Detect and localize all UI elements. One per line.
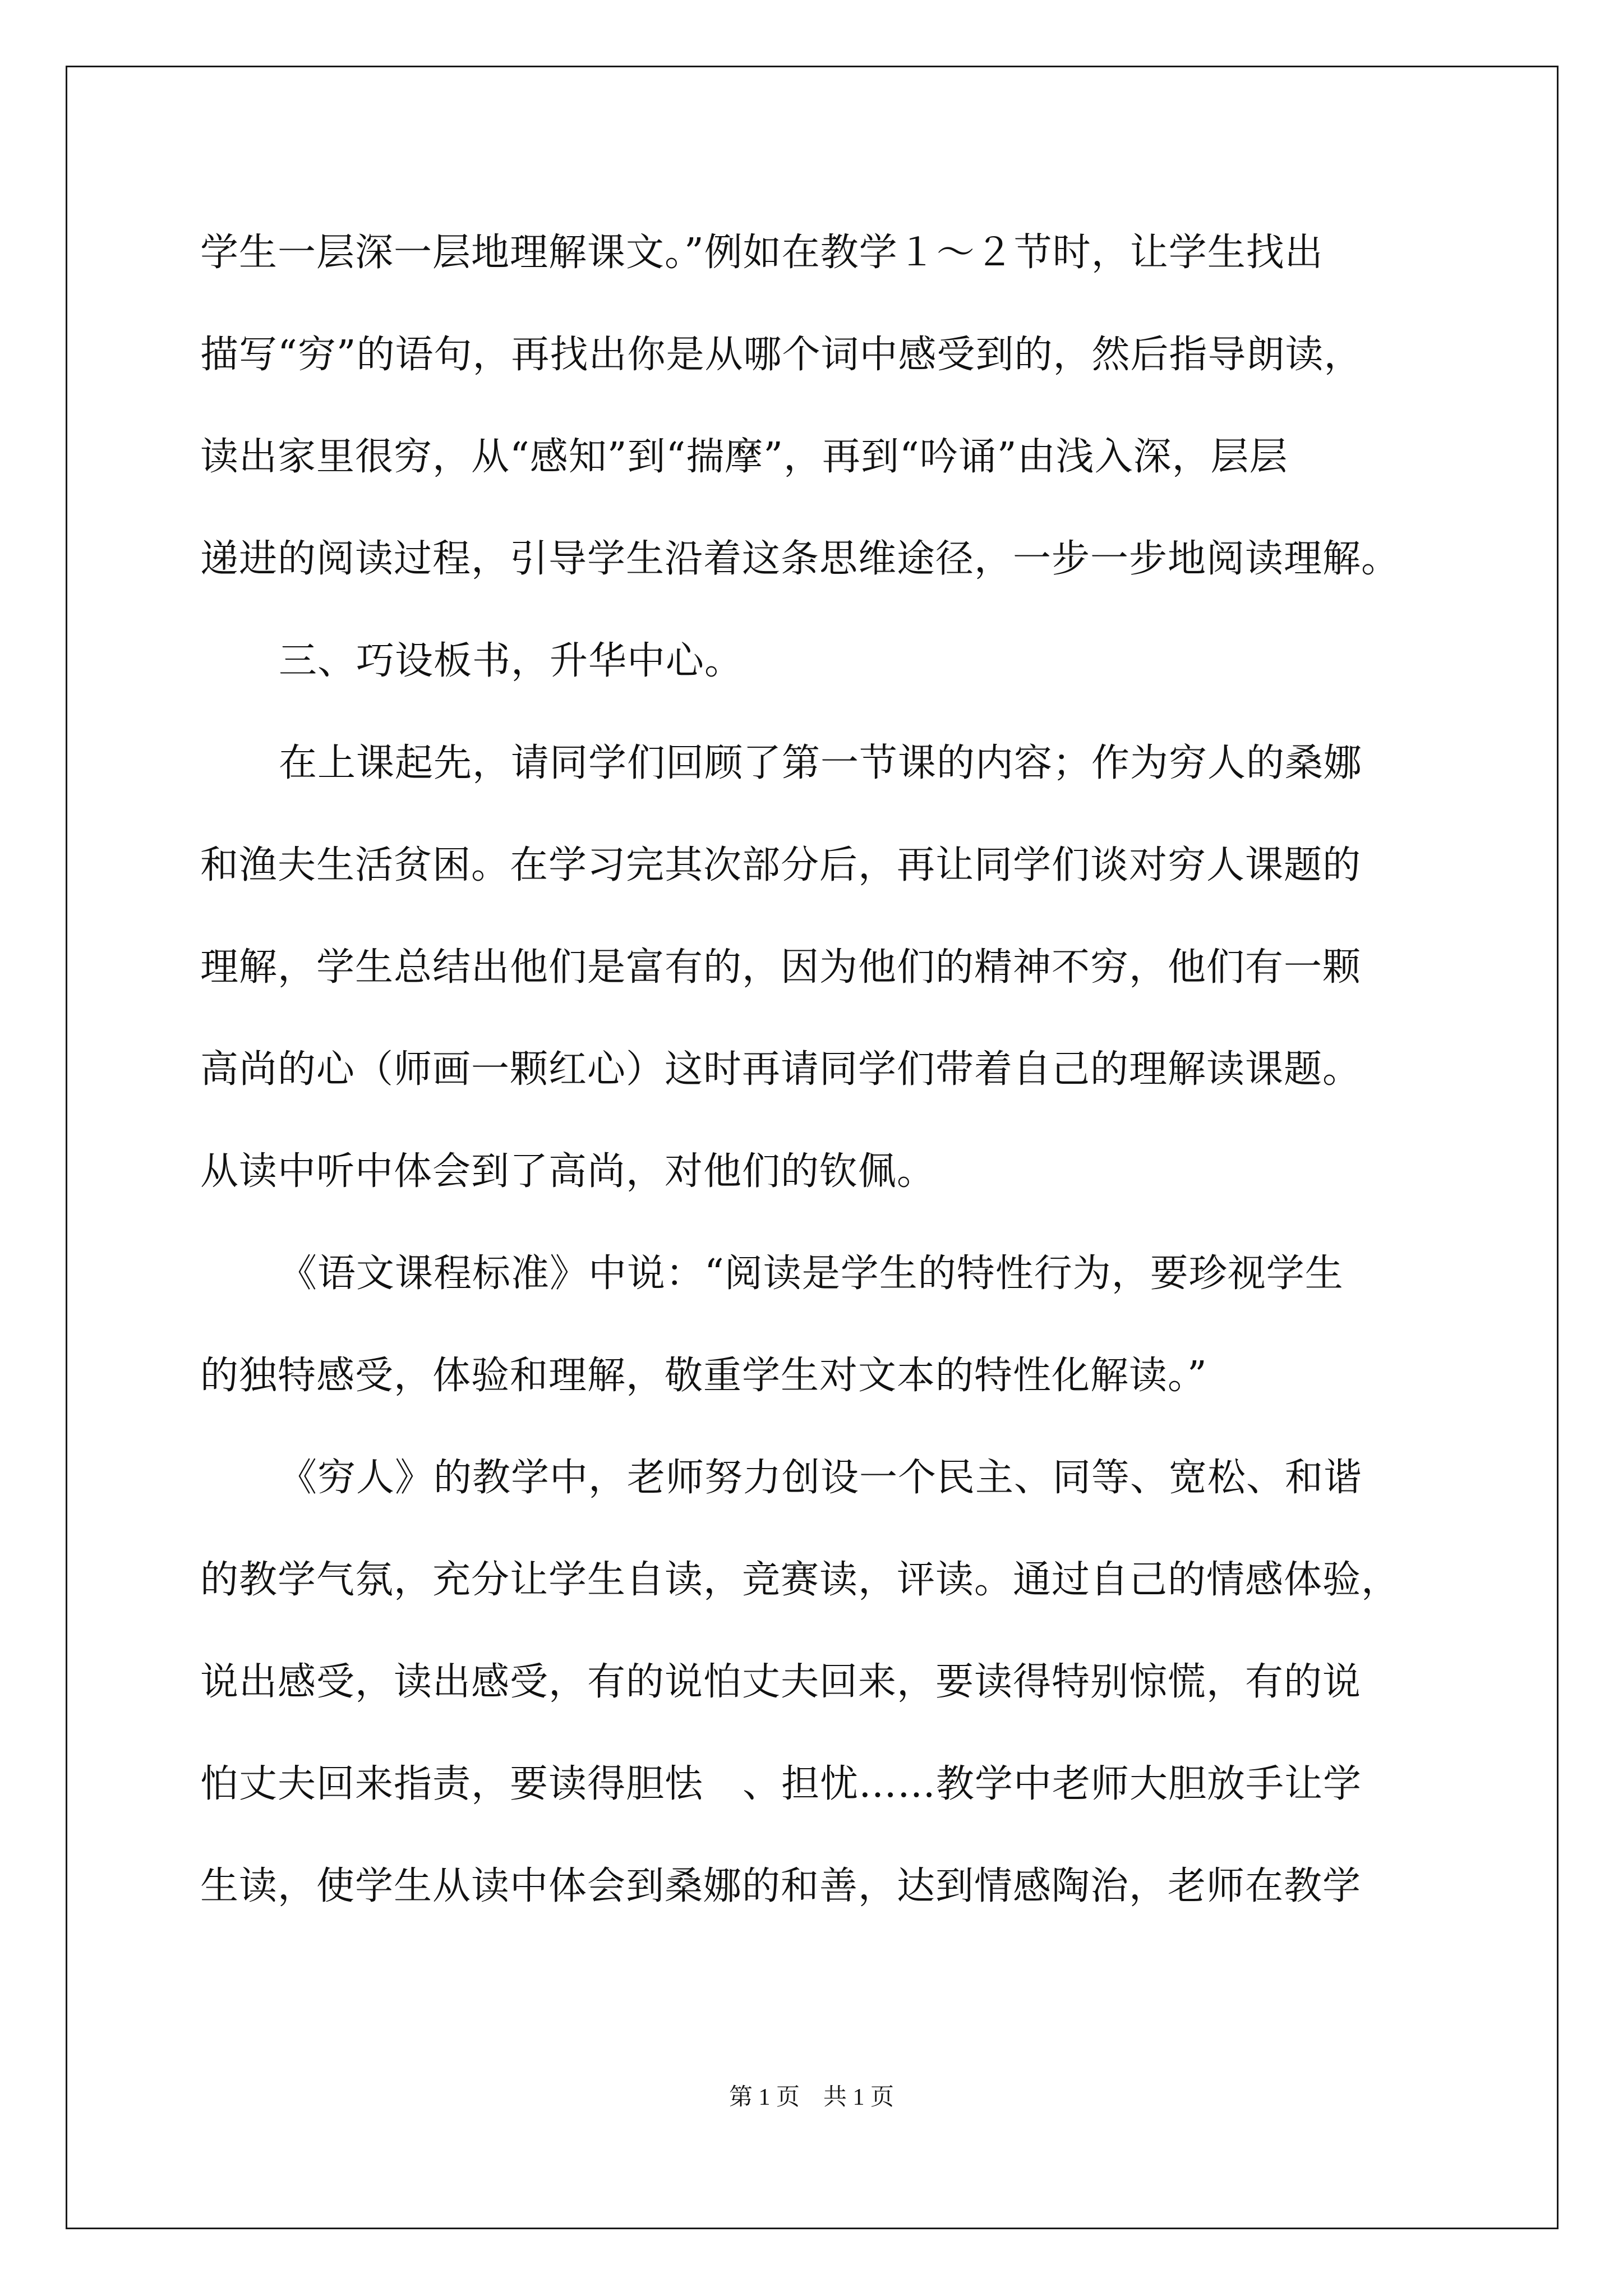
document-body <box>200 202 1434 1938</box>
text-line: 生读，使学生从读中体会到桑娜的和善，达到情感陶治，老师在教学 <box>200 1864 1362 1908</box>
text-line: 说出感受，读出感受，有的说怕丈夫回来，要读得特别惊慌，有的说 <box>200 1660 1362 1704</box>
text-line: 学生一层深一层地理解课文。”例如在教学１～２节时，让学生找出 <box>200 231 1324 275</box>
text-line: 描写“穷”的语句，再找出你是从哪个词中感受到的，然后指导朗读， <box>200 333 1363 377</box>
paragraph-start-line: 《穷人》的教学中，老师努力创设一个民主、同等、宽松、和谐 <box>279 1456 1363 1500</box>
page-number-footer: 第 1 页 共 1 页 <box>728 2085 894 2110</box>
text-segment: 怕丈夫回来指责，要读得胆怯 <box>200 1762 704 1806</box>
paragraph-start-line: 在上课起先，请同学们回顾了第一节课的内容；作为穷人的桑娜 <box>279 741 1363 785</box>
text-line: 递进的阅读过程，引导学生沿着这条思维途径，一步一步地阅读理解。 <box>200 537 1400 581</box>
text-line <box>200 1733 1434 1835</box>
text-segment: 、担忧……教学中老师大胆放手让学 <box>743 1762 1362 1806</box>
text-line: 和渔夫生活贫困。在学习完其次部分后，再让同学们谈对穷人课题的 <box>200 843 1362 887</box>
text-line: 理解，学生总结出他们是富有的，因为他们的精神不穷，他们有一颗 <box>200 945 1362 990</box>
paragraph-start-line: 《语文课程标准》中说：“阅读是学生的特性行为，要珍视学生 <box>279 1251 1344 1296</box>
text-line: 读出家里很穷，从“感知”到“揣摩”，再到“吟诵”由浅入深，层层 <box>200 435 1288 479</box>
text-line: 的独特感受，体验和理解，敬重学生对文本的特性化解读。” <box>200 1354 1207 1398</box>
section-heading: 三、巧设板书，升华中心。 <box>279 639 744 683</box>
text-line: 的教学气氛，充分让学生自读，竞赛读，评读。通过自己的情感体验， <box>200 1558 1400 1602</box>
text-line: 从读中听中体会到了高尚，对他们的钦佩。 <box>200 1149 936 1194</box>
text-line: 高尚的心（师画一颗红心）这时再请同学们带着自己的理解读课题。 <box>200 1047 1362 1092</box>
